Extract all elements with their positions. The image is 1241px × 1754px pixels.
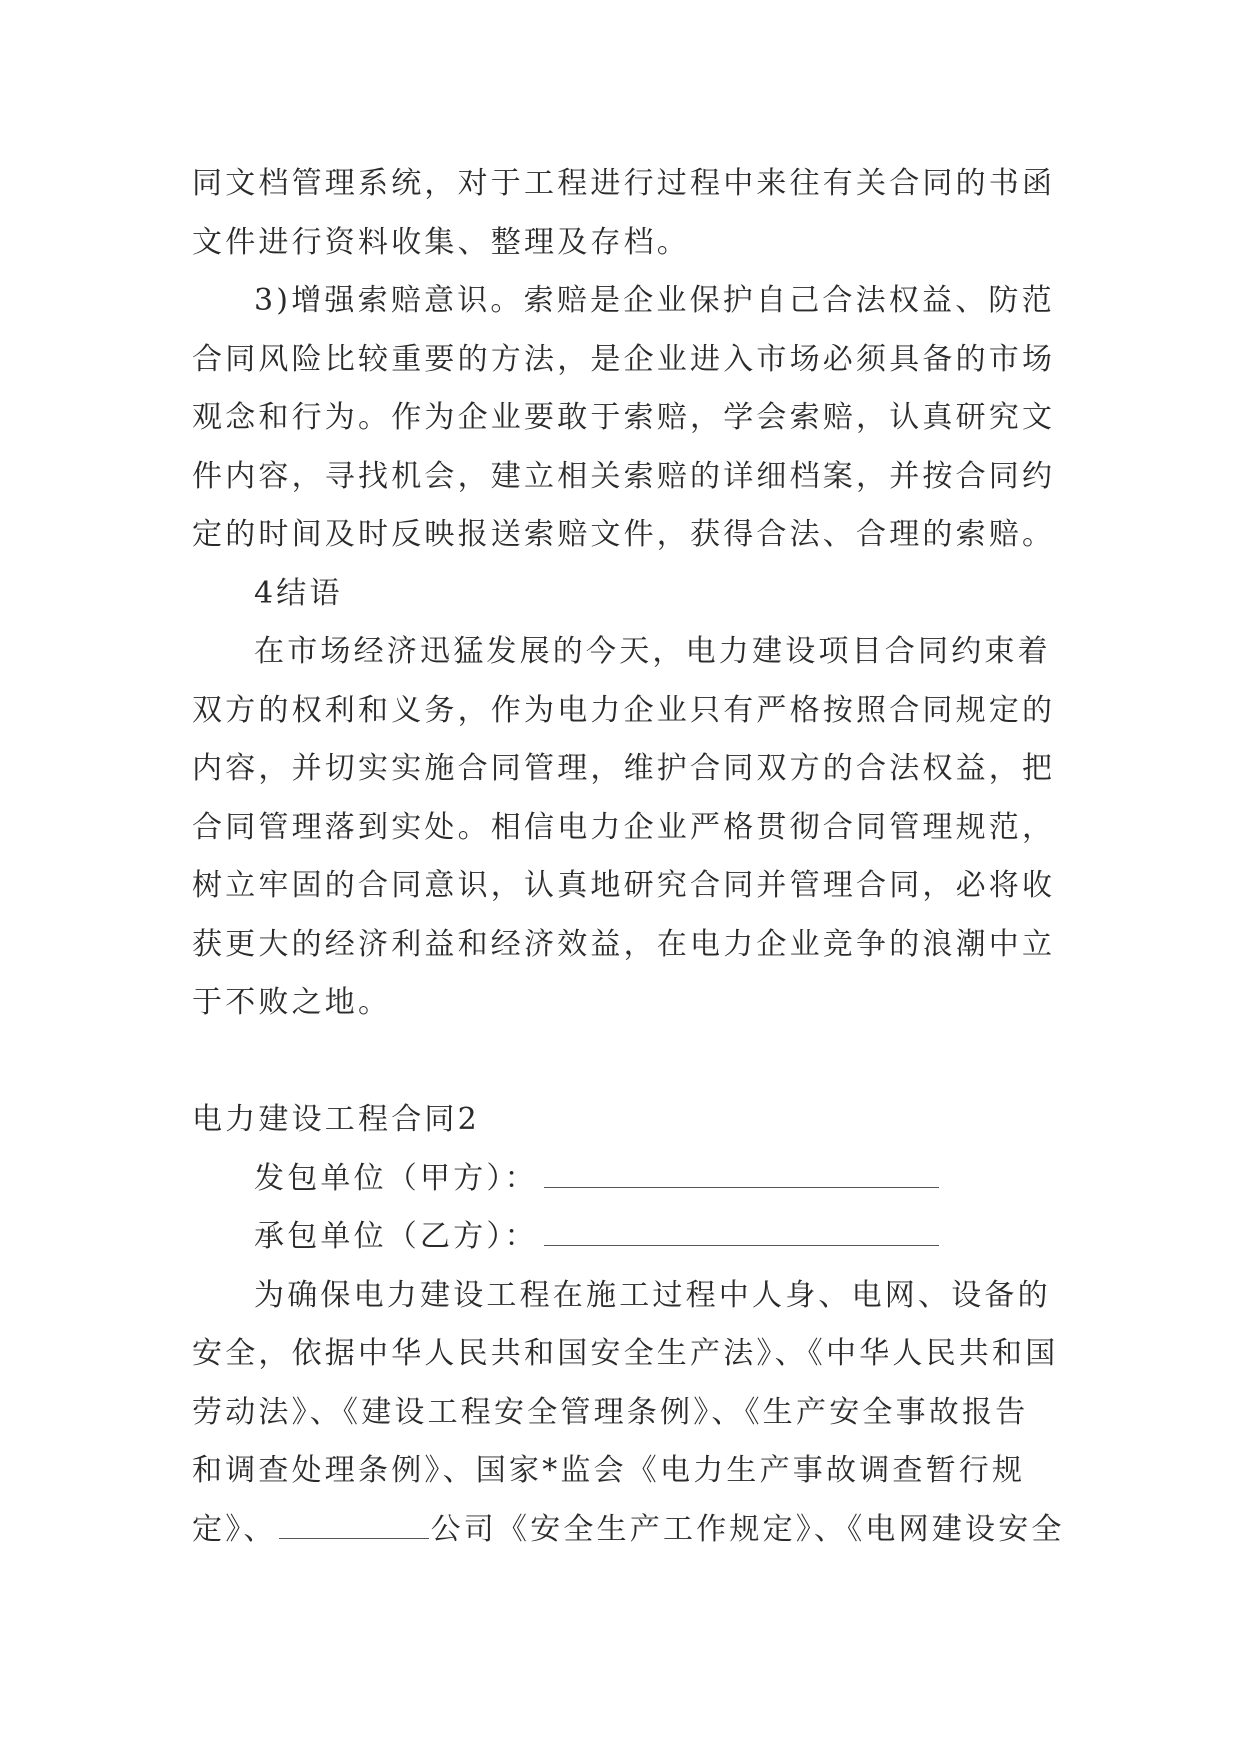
paragraph-line-with-blank <box>192 1501 1065 1560</box>
paragraph-line: 文件进行资料收集、整理及存档。 <box>192 224 690 260</box>
paragraph-line: 双方的权利和义务，作为电力企业只有严格按照合同规定的 <box>192 692 1056 728</box>
contract-title: 电力建设工程合同2 <box>192 1102 480 1137</box>
party-b-blank-field <box>544 1219 939 1246</box>
paragraph-line: 获更大的经济利益和经济效益，在电力企业竞争的浪潮中立 <box>192 926 1056 962</box>
paragraph-line: 内容，并切实实施合同管理，维护合同双方的合法权益，把 <box>192 751 1056 786</box>
paragraph-line: 同文档管理系统，对于工程进行过程中来往有关合同的书函 <box>192 166 1056 201</box>
paragraph-line: 为确保电力建设工程在施工过程中人身、电网、设备的 <box>254 1277 1051 1313</box>
party-a-blank-field <box>544 1161 939 1188</box>
party-b-label: 承包单位（乙方）： <box>254 1219 538 1254</box>
company-name-blank-field <box>279 1512 429 1539</box>
party-a-row <box>192 1150 1052 1209</box>
paragraph-line: 定的时间及时反映报送索赔文件，获得合法、合理的索赔。 <box>192 517 1056 552</box>
party-a-label: 发包单位（甲方）： <box>254 1160 538 1196</box>
paragraph-line: 观念和行为。作为企业要敢于索赔，学会索赔，认真研究文 <box>192 400 1056 435</box>
paragraph-spacer <box>192 1033 1052 1092</box>
paragraph-line: 劳动法》、《建设工程安全管理条例》、《生产安全事故报告 <box>192 1394 1029 1430</box>
paragraph-line: 件内容，寻找机会，建立相关索赔的详细档案，并按合同约 <box>192 458 1056 494</box>
section-heading: 4结语 <box>254 575 343 611</box>
paragraph-line: 安全，依据中华人民共和国安全生产法》、《中华人民共和国 <box>192 1336 1059 1371</box>
paragraph-line: 合同管理落到实处。相信电力企业严格贯彻合同管理规范， <box>192 809 1056 845</box>
document-body <box>192 155 1065 1559</box>
paragraph-line: 树立牢固的合同意识，认真地研究合同并管理合同，必将收 <box>192 868 1056 903</box>
paragraph-line: 在市场经济迅猛发展的今天，电力建设项目合同约束着 <box>254 634 1051 669</box>
paragraph-line: 于不败之地。 <box>192 985 392 1020</box>
party-b-row <box>192 1208 1052 1267</box>
paragraph-line: 合同风险比较重要的方法，是企业进入市场必须具备的市场 <box>192 341 1056 377</box>
line-text-before-blank: 定》、 <box>192 1511 277 1547</box>
paragraph-line: 3)增强索赔意识。索赔是企业保护自己合法权益、防范 <box>254 283 1055 318</box>
paragraph-line: 和调查处理条例》、国家*监会《电力生产事故调查暂行规 <box>192 1453 1026 1488</box>
line-text-after-blank: 公司《安全生产工作规定》、《电网建设安全 <box>430 1511 1065 1547</box>
